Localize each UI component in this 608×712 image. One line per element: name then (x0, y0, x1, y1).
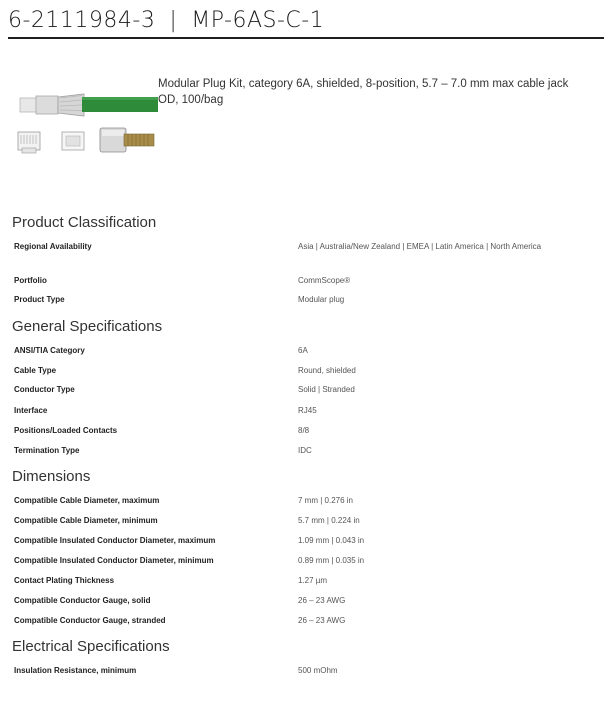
spec-value: Solid | Stranded (298, 385, 355, 394)
spec-value: 500 mOhm (298, 666, 338, 675)
spec-value: Round, shielded (298, 366, 356, 375)
spec-label: Compatible Insulated Conductor Diameter, maximum (14, 536, 216, 545)
spec-value: RJ45 (298, 406, 317, 415)
model-number: MP-6AS-C-1 (191, 8, 325, 33)
title-rule (8, 37, 604, 39)
spec-label: Regional Availability (14, 242, 92, 251)
spec-value: 0.89 mm | 0.035 in (298, 556, 365, 565)
spec-value: CommScope® (298, 276, 351, 285)
spec-label: Conductor Type (14, 385, 75, 394)
spec-label: Termination Type (14, 446, 80, 455)
page-title (8, 8, 324, 33)
spec-label: Compatible Conductor Gauge, stranded (14, 616, 166, 625)
spec-label: ANSI/TIA Category (14, 346, 85, 355)
electrical-specifications-heading: Electrical Specifications (12, 638, 170, 655)
spec-label: Contact Plating Thickness (14, 576, 115, 585)
product-description: Modular Plug Kit, category 6A, shielded, 8-position, 5.7 – 7.0 mm max cable jack OD, 100/bag (158, 78, 569, 106)
spec-label: Positions/Loaded Contacts (14, 426, 118, 435)
spec-value: 26 – 23 AWG (298, 596, 346, 605)
spec-value: 8/8 (298, 426, 310, 435)
dimensions-heading: Dimensions (12, 468, 91, 485)
spec-label: Compatible Cable Diameter, maximum (14, 496, 160, 505)
product-classification-heading: Product Classification (12, 214, 157, 231)
spec-label: Portfolio (14, 276, 47, 285)
spec-label: Compatible Cable Diameter, minimum (14, 516, 158, 525)
spec-value: 5.7 mm | 0.224 in (298, 516, 360, 525)
spec-label: Compatible Conductor Gauge, solid (14, 596, 151, 605)
spec-value: 7 mm | 0.276 in (298, 496, 353, 505)
spec-value: IDC (298, 446, 312, 455)
spec-value: Modular plug (298, 295, 345, 304)
spec-value: Asia | Australia/New Zealand | EMEA | Latin America | North America (298, 242, 542, 251)
spec-label: Insulation Resistance, minimum (14, 666, 137, 675)
spec-label: Cable Type (14, 366, 57, 375)
part-number: 6-2111984-3 (8, 8, 156, 33)
spec-value: 1.27 µm (298, 576, 328, 585)
product-photo-icon (14, 86, 158, 166)
spec-label: Product Type (14, 295, 65, 304)
spec-label: Compatible Insulated Conductor Diameter, minimum (14, 556, 214, 565)
title-separator: | (169, 8, 178, 33)
general-specifications-heading: General Specifications (12, 318, 163, 335)
spec-value: 1.09 mm | 0.043 in (298, 536, 365, 545)
spec-value: 6A (298, 346, 308, 355)
spec-value: 26 – 23 AWG (298, 616, 346, 625)
spec-label: Interface (14, 406, 48, 415)
